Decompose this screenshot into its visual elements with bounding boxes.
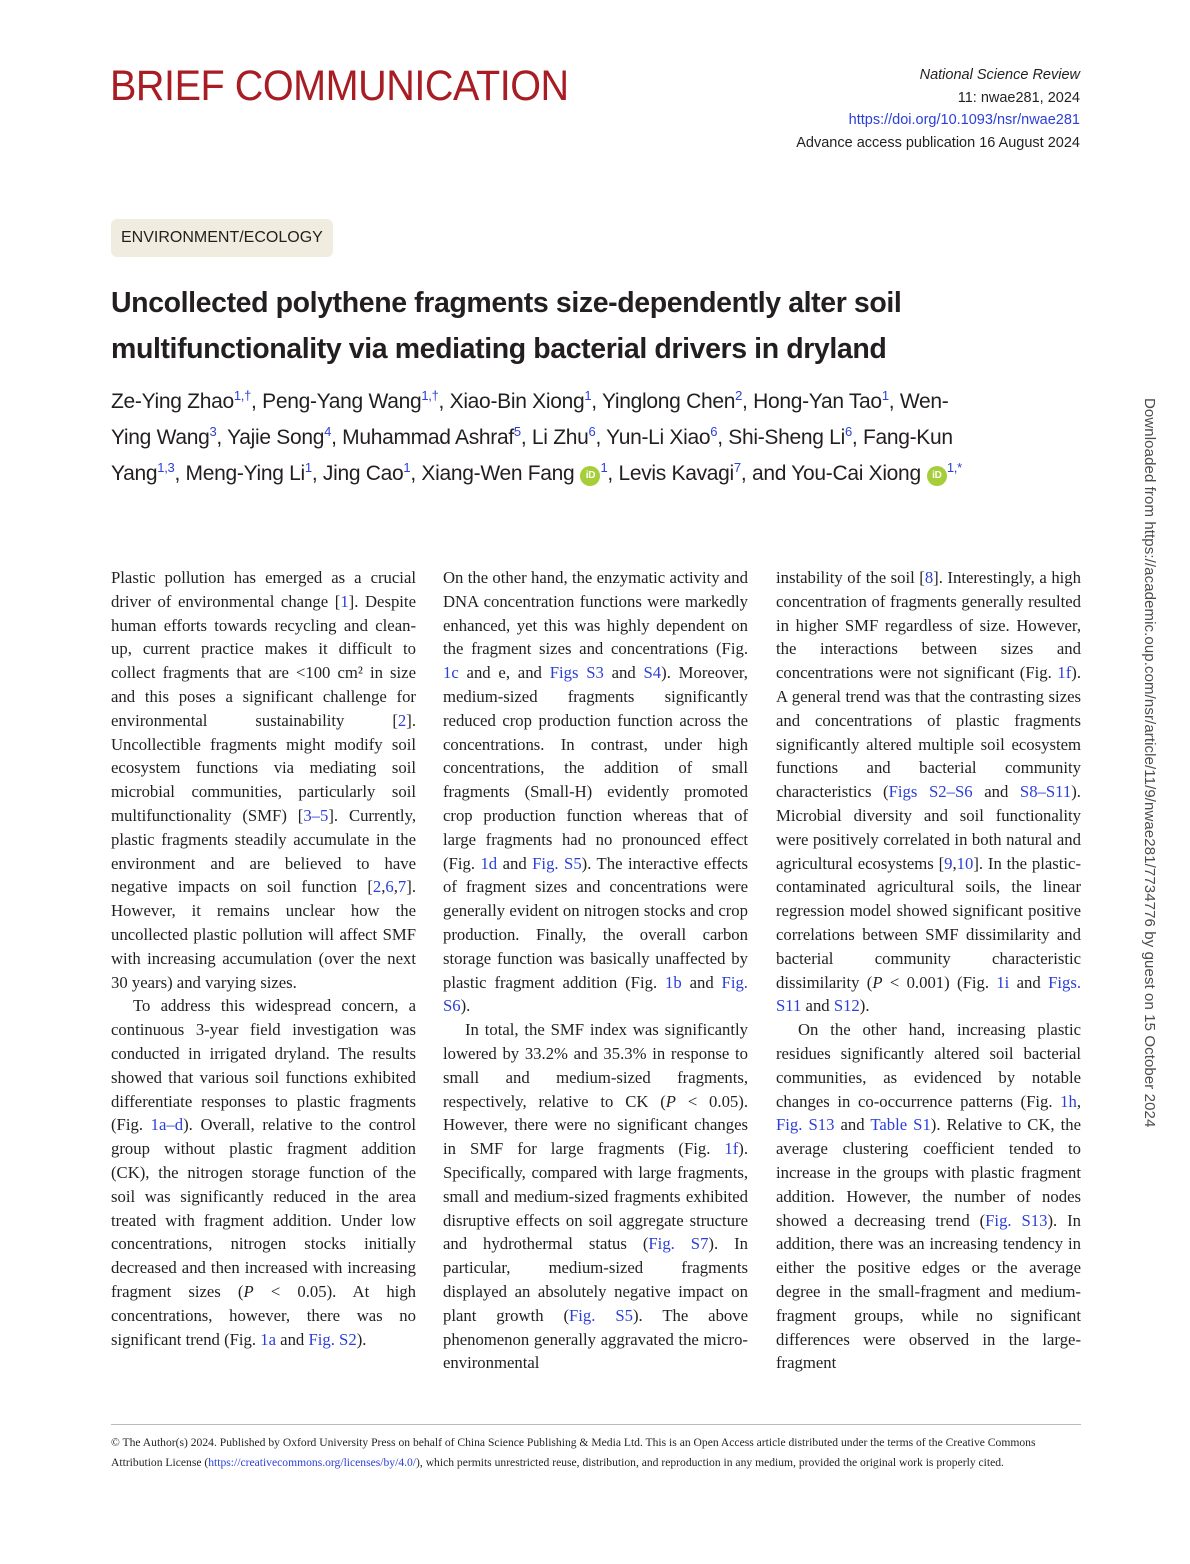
author-name: Peng-Yang Wang xyxy=(262,390,422,413)
affiliation-marker[interactable]: 1 xyxy=(403,460,411,475)
figure-link[interactable]: S8–S11 xyxy=(1019,782,1072,802)
license-text: © The Author(s) 2024. Published by Oxford University Press on behalf of China Science Publishing & Media Ltd. This is an Open Access article distributed under the terms of the Creative Commons Attribution License ( xyxy=(111,1436,1036,1469)
body-column-3 xyxy=(776,566,1081,1375)
affiliation-marker[interactable]: 2 xyxy=(735,388,743,403)
article-body xyxy=(111,566,1081,1406)
paragraph: Plastic pollution has emerged as a crucial driver of environmental change [1]. Despite human efforts towards recycling and clean-up, current practice makes it difficult to collect fragments that are <100 cm² in size and this poses a significant challenge for environmental sustainability [2]. Uncollectible fragments might modify soil ecosystem functions via mediating soil microbial communities, particularly soil multifunctionality (SMF) [3–5]. Currently, plastic fragments steadily accumulate in the environment and are believed to have negative impacts on soil function [2,6,7]. However, it remains unclear how the uncollected plastic pollution will affect SMF with increasing accumulation (over the next 30 years) and varying sizes. xyxy=(111,568,417,992)
figure-link[interactable]: 1d xyxy=(480,853,498,873)
affiliation-marker[interactable]: 6 xyxy=(710,424,718,439)
author-name: Muhammad Ashraf xyxy=(342,426,514,449)
affiliation-marker[interactable]: 1 xyxy=(881,388,889,403)
affiliation-marker[interactable]: 1 xyxy=(304,460,312,475)
figure-link[interactable]: 1f xyxy=(724,1139,739,1159)
footer-divider xyxy=(111,1424,1081,1425)
article-title: Uncollected polythene fragments size-dependently alter soil multifunctionality via mediating bacterial drivers in dryland xyxy=(111,287,902,365)
affiliation-marker[interactable]: 1 xyxy=(600,460,608,475)
author-name: Jing Cao xyxy=(322,462,404,485)
author-name: Li Zhu xyxy=(531,426,589,449)
paragraph: To address this widespread concern, a continuous 3-year field investigation was conducted in irrigated dryland. The results showed that various soil functions exhibited differentiate responses to plastic fragments (Fig. 1a–d). Overall, relative to the control group without plastic fragment addition (CK), the nitrogen storage function of the soil was significantly reduced in the area treated with fragment addition. Under low concentrations, nitrogen stocks initially decreased and then increased with increasing fragment sizes (P < 0.05). At high concentrations, however, there was no significant trend (Fig. 1a and Fig. S2). xyxy=(111,996,417,1349)
journal-volume: 11: nwae281, 2024 xyxy=(957,89,1080,106)
license-link[interactable]: https://creativecommons.org/licenses/by/4.0/ xyxy=(208,1455,417,1469)
figure-link[interactable]: S4 xyxy=(643,663,662,683)
figure-link[interactable]: Figs S2–S6 xyxy=(888,782,973,802)
author-name: You-Cai Xiong xyxy=(791,462,921,485)
figure-link[interactable]: Fig. S6 xyxy=(443,972,748,1016)
affiliation-marker[interactable]: 1,† xyxy=(233,388,252,403)
paragraph: instability of the soil [8]. Interestingly, a high concentration of fragments generally resulted in higher SMF regardless of size. However, the interactions between sizes and concentrations were not significant (Fig. 1f). A general trend was that the contrasting sizes and concentrations of plastic fragments significantly altered multiple soil ecosystem functions and bacterial community characteristics (Figs S2–S6 and S8–S11). Microbial diversity and soil functionality were positively correlated in both natural and agricultural ecosystems [9,10]. In the plastic-contaminated agricultural soils, the linear regression model showed significant positive correlations between SMF dissimilarity and bacterial community characteristic dissimilarity (P < 0.001) (Fig. 1i and Figs. S11 and S12). xyxy=(776,568,1081,1016)
affiliation-marker[interactable]: 6 xyxy=(588,424,596,439)
author-list: Ze-Ying Zhao$^{1,\dagger}$, Peng-Yang Wang$^{1,\dagger}$, Xiao-Bin Xiong$^1$, Yinglong Chen$^2$, Hong-Yan Tao$^1$, Wen-Ying Wang$^3$, Yajie Song$^4$, Muhammad Ashraf$^5$, Li Zhu$^6$, Yun-Li Xiao$^6$, Shi-Sheng Li$^6$, Fang-Kun Yang$^{1,3}$, Meng-Ying Li$^1$, Jing Cao$^1$, Xiang-Wen Fang $iD^1$, Levis Kavagi$^7$, and You-Cai Xiong $iD^{1,*}$ xyxy=(111,388,962,485)
figure-link[interactable]: 1f xyxy=(1057,663,1072,683)
journal-meta xyxy=(796,64,1080,154)
citation-link[interactable]: 2 xyxy=(397,710,407,730)
download-watermark: Downloaded from https://academic.oup.com/nsr/article/11/9/nwae281/7734776 by guest on 15 October 2024 xyxy=(1141,398,1158,1128)
author-name: Hong-Yan Tao xyxy=(753,390,882,413)
affiliation-marker[interactable]: 3 xyxy=(209,424,217,439)
section-tag: ENVIRONMENT/ECOLOGY xyxy=(111,219,333,257)
figure-link[interactable]: Fig. S13 xyxy=(985,1210,1048,1230)
figure-link[interactable]: Figs S3 xyxy=(549,663,604,683)
citation-link[interactable]: 8 xyxy=(924,568,934,587)
figure-link[interactable]: 1h xyxy=(1060,1091,1077,1111)
figure-link[interactable]: Fig. S2 xyxy=(308,1329,357,1349)
author-name: Shi-Sheng Li xyxy=(728,426,845,449)
figure-link[interactable]: 1a–d xyxy=(150,1115,184,1135)
figure-link[interactable]: 1b xyxy=(665,972,682,992)
orcid-icon[interactable]: iD xyxy=(927,466,947,486)
affiliation-marker[interactable]: 1,3 xyxy=(157,460,175,475)
affiliation-marker[interactable]: 5 xyxy=(513,424,521,439)
affiliation-marker[interactable]: 6 xyxy=(844,424,852,439)
figure-link[interactable]: 1a xyxy=(260,1329,276,1349)
author-name: Yinglong Chen xyxy=(601,390,736,413)
journal-name: National Science Review xyxy=(919,67,1080,83)
table-link[interactable]: Table S1 xyxy=(870,1115,931,1135)
figure-link[interactable]: Figs. S11 xyxy=(776,972,1081,1016)
figure-link[interactable]: S12 xyxy=(833,996,860,1016)
author-name: Xiang-Wen Fang xyxy=(421,462,575,485)
figure-link[interactable]: Fig. S13 xyxy=(776,1115,835,1135)
affiliation-marker[interactable]: 1,† xyxy=(421,388,439,403)
license-notice xyxy=(111,1433,1081,1472)
orcid-icon[interactable]: iD xyxy=(580,466,600,486)
affiliation-marker[interactable]: 4 xyxy=(324,424,332,439)
figure-link[interactable]: 1c xyxy=(443,663,459,683)
author-name: Levis Kavagi xyxy=(618,462,734,485)
paragraph: In total, the SMF index was significantly lowered by 33.2% and 35.3% in response to small and medium-sized fragments, respectively, relative to CK (P < 0.05). However, there were no significant changes in SMF for large fragments (Fig. 1f). Specifically, compared with large fragments, small and medium-sized fragments exhibited disruptive effects on soil aggregate structure and hydrothermal status (Fig. S7). In particular, medium-sized fragments displayed an absolutely negative impact on plant growth (Fig. S5). The above phenomenon generally aggravated the micro-environmental xyxy=(443,1020,749,1373)
author-name: Yajie Song xyxy=(227,426,325,449)
citation-link[interactable]: 10 xyxy=(956,853,974,873)
figure-link[interactable]: Fig. S7 xyxy=(648,1234,709,1254)
citation-link[interactable]: 1 xyxy=(340,591,349,611)
citation-link[interactable]: 9 xyxy=(944,853,953,873)
citation-link[interactable]: 3–5 xyxy=(303,805,329,825)
body-column-1 xyxy=(111,566,416,1351)
author-conjunction: and xyxy=(751,462,787,485)
author-name: Ze-Ying Zhao xyxy=(111,390,234,413)
citation-link[interactable]: 6 xyxy=(385,877,394,897)
body-column-2 xyxy=(443,566,748,1375)
article-type-heading: BRIEF COMMUNICATION xyxy=(110,62,569,110)
author-name: Xiao-Bin Xiong xyxy=(449,390,585,413)
citation-link[interactable]: 7 xyxy=(397,877,407,897)
figure-link[interactable]: Fig. S5 xyxy=(569,1305,633,1325)
author-name: Yun-Li Xiao xyxy=(606,426,711,449)
paragraph: On the other hand, increasing plastic residues significantly altered soil bacterial communities, as evidenced by notable changes in co-occurrence patterns (Fig. 1h, Fig. S13 and Table S1). Relative to CK, the average clustering coefficient tended to increase in the groups with plastic fragment addition. However, the number of nodes showed a decreasing trend (Fig. S13). In addition, there was an increasing tendency in either the positive edges or the average degree in the small-fragment and medium-fragment groups, while no significant differences were observed in the large-fragment xyxy=(776,1020,1081,1373)
author-name: Fang-Kun Yang xyxy=(111,426,953,485)
affiliation-marker[interactable]: 7 xyxy=(733,460,741,475)
figure-link[interactable]: 1i xyxy=(996,972,1010,992)
license-text: ), which permits unrestricted reuse, distribution, and reproduction in any medium, provided the original work is properly cited. xyxy=(416,1455,1004,1469)
affiliation-marker[interactable]: 1,* xyxy=(946,460,962,475)
paragraph: On the other hand, the enzymatic activity and DNA concentration functions were markedly enhanced, yet this was highly dependent on the fragment sizes and concentrations (Fig. 1c and e, and Figs S3 and S4). Moreover, medium-sized fragments significantly reduced crop production function across the concentrations. In contrast, under high concentrations, the addition of small fragments (Small-H) evidently promoted crop production function whereas that of large fragments had no pronounced effect (Fig. 1d and Fig. S5). The interactive effects of fragment sizes and concentrations were generally evident on nitrogen stocks and crop production. Finally, the overall carbon storage function was basically unaffected by plastic fragment addition (Fig. 1b and Fig. S6). xyxy=(443,568,748,1016)
author-name: Meng-Ying Li xyxy=(185,462,305,485)
doi-link[interactable]: https://doi.org/10.1093/nsr/nwae281 xyxy=(848,112,1080,128)
access-date: Advance access publication 16 August 2024 xyxy=(796,134,1080,151)
author-name: Wen-Ying Wang xyxy=(111,390,949,449)
citation-link[interactable]: 2 xyxy=(372,877,382,897)
affiliation-marker[interactable]: 1 xyxy=(584,388,592,403)
figure-link[interactable]: Fig. S5 xyxy=(532,853,582,873)
